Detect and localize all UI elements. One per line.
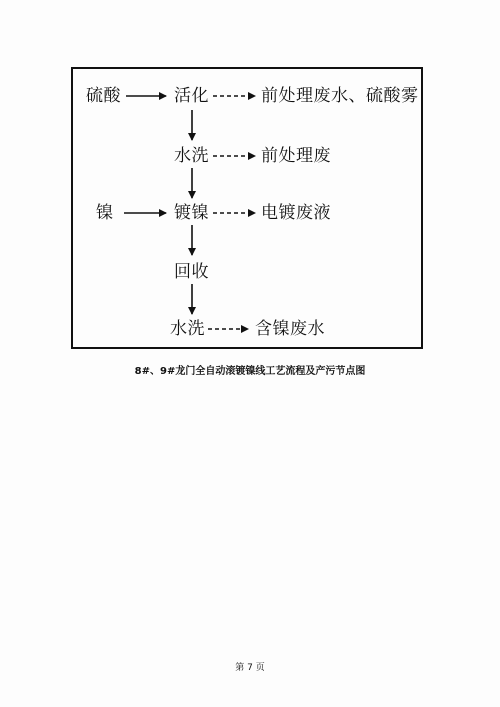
page-number: 第 7 页 xyxy=(235,663,265,673)
node-waste-pretreat: 前处理废 xyxy=(261,146,331,166)
node-nickel: 镍 xyxy=(96,203,114,223)
node-waste-pretreat-acid-mist: 前处理废水、硫酸雾 xyxy=(261,86,419,106)
figure-caption: 8#、9#龙门全自动滚镀镍线工艺流程及产污节点图 xyxy=(134,366,366,377)
node-sulfuric-acid: 硫酸 xyxy=(86,86,121,106)
node-nickel-plating: 镀镍 xyxy=(174,203,209,223)
node-water-wash-2: 水洗 xyxy=(170,319,205,339)
node-waste-nickel-water: 含镍废水 xyxy=(255,319,325,339)
node-activation: 活化 xyxy=(174,86,209,106)
node-recovery: 回收 xyxy=(174,262,209,282)
node-water-wash-1: 水洗 xyxy=(174,146,209,166)
node-waste-plating-solution: 电镀废液 xyxy=(261,203,331,223)
